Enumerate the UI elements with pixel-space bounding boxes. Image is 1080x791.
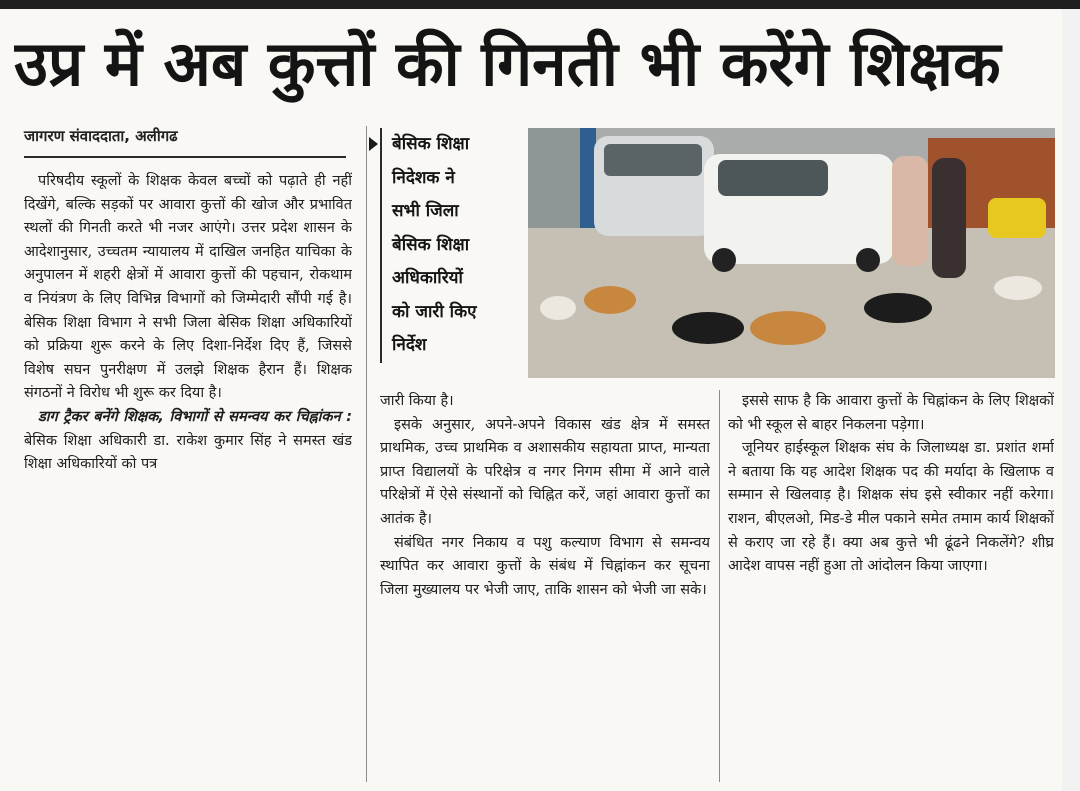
col3-paragraph-1: इससे साफ है कि आवारा कुत्तों के चिह्नांकन के लिए शिक्षकों को भी स्कूल से बाहर निकलना पड़ेगा। xyxy=(728,393,1054,433)
callout-line: सभी जिला xyxy=(392,201,459,221)
photo-car-rear-window xyxy=(718,160,828,196)
photo-car-wheel xyxy=(856,248,880,272)
news-photo xyxy=(528,128,1055,378)
callout-box xyxy=(380,128,520,380)
photo-car-wheel xyxy=(712,248,736,272)
article-column-3 xyxy=(728,390,1054,780)
col2-paragraph-2: इसके अनुसार, अपने-अपने विकास खंड क्षेत्र में समस्त प्राथमिक, उच्च प्राथमिक व अशासकीय सहायता प्राप्त, मान्यता प्राप्त विद्यालयों के परिक्षेत्र व नगर निगम सीमा में आने वाले परिक्षेत्रों में ऐसे संस्थानों को चिह्नित करें, जहां आवारा कुत्तों का आतंक है। xyxy=(380,416,710,527)
photo-person-1 xyxy=(892,156,928,266)
photo-dog-tan xyxy=(584,286,636,314)
page-margin xyxy=(1062,9,1080,791)
headline: उप्र में अब कुत्तों की गिनती भी करेंगे शिक्षक xyxy=(14,27,1001,100)
byline: जागरण संवाददाता, अलीगढ xyxy=(24,127,178,145)
callout-arrow-icon xyxy=(369,137,378,151)
callout-line: बेसिक शिक्षा xyxy=(392,134,470,154)
callout-line: निर्देश xyxy=(392,335,427,355)
callout-line: निदेशक ने xyxy=(392,167,455,188)
subheading: डाग ट्रैकर बनेंगे शिक्षक, विभागों से समन्वय कर चिह्नांकन : xyxy=(38,408,352,425)
photo-dog-black xyxy=(672,312,744,344)
street-dogs-photo xyxy=(528,128,1055,378)
photo-yellow-object xyxy=(988,198,1046,238)
callout-text xyxy=(380,128,520,363)
article-column-2 xyxy=(380,390,710,780)
col2-paragraph-3: संबंधित नगर निकाय व पशु कल्याण विभाग से समन्वय स्थापित कर आवारा कुत्तों के संबंध में चिह्नांकन कर सूचना जिला मुख्यालय पर भेजी जाए, ताकि शासन को भेजी जा सके। xyxy=(380,534,710,598)
photo-dog-tan xyxy=(750,311,826,345)
column-divider-1 xyxy=(366,126,367,782)
photo-dog-black xyxy=(864,293,932,323)
photo-wall xyxy=(528,128,588,238)
photo-car-window xyxy=(604,144,702,176)
top-border xyxy=(0,0,1080,9)
col1-paragraph-1: परिषदीय स्कूलों के शिक्षक केवल बच्चों को पढ़ाते ही नहीं दिखेंगे, बल्कि सड़कों पर आवारा कुत्तों की खोज और प्रभावित स्थलों की गिनती करते भी नजर आएंगे। उत्तर प्रदेश शासन के आदेशानुसार, उच्चतम न्यायालय में दाखिल जनहित याचिका के अनुपालन में शहरी क्षेत्रों में आवारा कुत्तों की पहचान, रोकथाम व नियंत्रण के लिए विभिन्न विभागों को जिम्मेदारी सौंपी गई है। बेसिक शिक्षा विभाग ने सभी जिला बेसिक शिक्षा अधिकारियों को प्रक्रिया शुरू करने के लिए दिशा-निर्देश दिए हैं, जिससे विशेष सघन पुनरीक्षण में उलझे शिक्षक हैरान हैं। शिक्षक संगठनों ने विरोध भी शुरू कर दिया है। xyxy=(24,173,352,402)
col1-paragraph-2 xyxy=(24,406,352,477)
callout-line: बेसिक शिक्षा xyxy=(392,234,470,255)
byline-divider xyxy=(24,156,346,158)
column-divider-2 xyxy=(719,390,720,782)
photo-person-2 xyxy=(932,158,966,278)
callout-line: अधिकारियों xyxy=(392,268,463,288)
callout-line: को जारी किए xyxy=(392,301,477,322)
photo-dog-white xyxy=(994,276,1042,300)
col2-paragraph-1: जारी किया है। xyxy=(380,393,454,409)
article-column-1 xyxy=(24,170,352,780)
photo-dog-white xyxy=(540,296,576,320)
col1-paragraph-2-text: बेसिक शिक्षा अधिकारी डा. राकेश कुमार सिंह ने समस्त खंड शिक्षा अधिकारियों को पत्र xyxy=(24,432,352,473)
col3-paragraph-2: जूनियर हाईस्कूल शिक्षक संघ के जिलाध्यक्ष डा. प्रशांत शर्मा ने बताया कि यह आदेश शिक्षक पद की मर्यादा के खिलाफ व सम्मान से खिलवाड़ है। शिक्षक संघ इसे स्वीकार नहीं करेगा। राशन, बीएलओ, मिड-डे मील पकाने समेत तमाम कार्य शिक्षकों से कराए जा रहे हैं। क्या अब कुत्ते भी ढूंढने निकलेंगे? शीघ्र आदेश वापस नहीं हुआ तो आंदोलन किया जाएगा। xyxy=(728,440,1054,575)
